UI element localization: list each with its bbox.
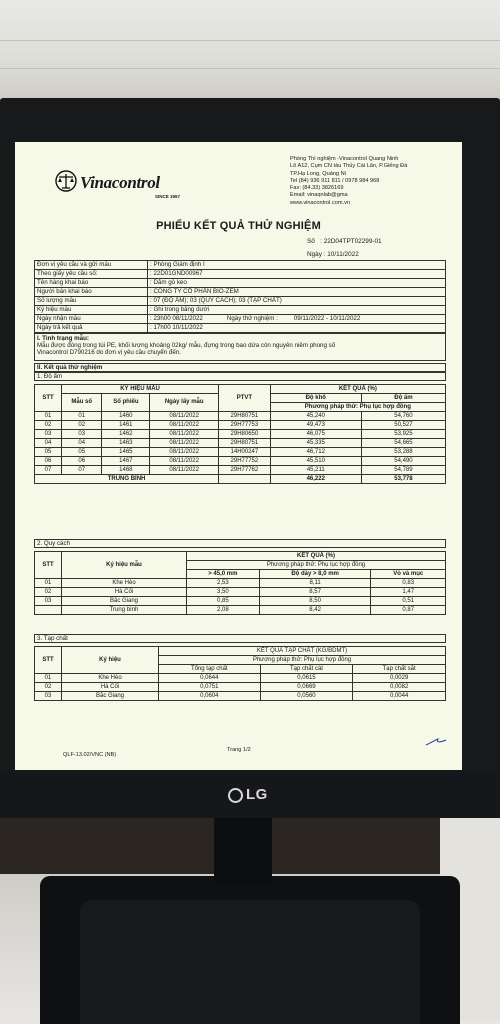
table-cell: 53,925 xyxy=(361,430,445,439)
moisture-average-row xyxy=(35,475,446,484)
table-cell: 0,0604 xyxy=(159,692,261,701)
table-cell: 29H77753 xyxy=(219,421,271,430)
info-key: Ngày trả kết quả xyxy=(35,324,148,333)
table-cell: 29H77762 xyxy=(219,466,271,475)
info-key: Ký hiệu mẫu xyxy=(35,306,148,315)
dimension-row xyxy=(35,588,446,597)
lg-logo-text: LG xyxy=(246,786,268,803)
info-row xyxy=(35,324,446,333)
info-key: Đơn vị yêu cầu và gửi mẫu xyxy=(35,261,148,270)
moisture-row xyxy=(35,439,446,448)
table-cell: 8,11 xyxy=(259,579,371,588)
table-cell: 0,0082 xyxy=(353,683,446,692)
info-row xyxy=(35,315,446,324)
lg-circle-icon xyxy=(228,788,243,803)
lg-logo xyxy=(228,786,268,803)
sample-info-table xyxy=(34,260,446,333)
table-cell: 54,665 xyxy=(361,439,445,448)
info-row xyxy=(35,306,446,315)
table-cell: 0,0669 xyxy=(260,683,353,692)
document-title: PHIẾU KẾT QUẢ THỬ NGHIỆM xyxy=(156,220,321,232)
table-cell: 1460 xyxy=(102,412,150,421)
section-subtitle: 2. Quy cách xyxy=(37,540,71,547)
test-date-label: Ngày thử nghiệm : xyxy=(226,315,278,323)
table-cell: 3,50 xyxy=(187,588,260,597)
table-cell: 45,211 xyxy=(270,466,361,475)
table-cell: 1467 xyxy=(102,457,150,466)
col-result: KẾT QUẢ (%) xyxy=(270,385,445,394)
table-cell: Khe Hèo xyxy=(62,579,187,588)
table-cell: 1465 xyxy=(102,448,150,457)
document-date-value: : 10/11/2022 xyxy=(323,251,359,258)
org-line: Tel (84) 936 911 811 / 0978 984 968 xyxy=(290,177,380,184)
info-value-text: : 23h00 08/11/2022 xyxy=(150,315,203,323)
col-ticket-no: Số phiếu xyxy=(102,394,150,412)
table-cell: Hà Cối xyxy=(62,683,159,692)
col-method: Phương pháp thử: Phụ lục hợp đồng xyxy=(159,656,446,665)
impurity-row xyxy=(35,683,446,692)
col-length: > 45,0 mm xyxy=(187,570,260,579)
col-sand-impurity: Tạp chất cát xyxy=(260,665,353,674)
table-cell: 08/11/2022 xyxy=(150,439,219,448)
col-sample-code: Ký hiệu xyxy=(62,647,159,674)
table-cell: 02 xyxy=(35,588,62,597)
col-sampling-date: Ngày lấy mẫu xyxy=(150,394,219,412)
info-value: : 22D01GND00967 xyxy=(148,270,446,279)
col-result: KẾT QUẢ (%) xyxy=(187,552,446,561)
table-cell: 54,490 xyxy=(361,457,445,466)
info-key: Theo giấy yêu cầu số: xyxy=(35,270,148,279)
table-cell: 08/11/2022 xyxy=(150,457,219,466)
col-bark: Vỏ và mục xyxy=(371,570,446,579)
col-sample-no: Mẫu số xyxy=(62,394,102,412)
table-cell: 08/11/2022 xyxy=(150,412,219,421)
moisture-row xyxy=(35,457,446,466)
col-moisture: Độ ẩm xyxy=(361,394,445,403)
dimension-table xyxy=(34,551,446,615)
table-cell: Bắc Giang xyxy=(62,692,159,701)
col-method: Phương pháp thử: Phụ lục hợp đồng xyxy=(187,561,446,570)
logo-name: Vinacontrol xyxy=(80,173,160,192)
dimension-header xyxy=(34,539,446,548)
table-cell: 02 xyxy=(35,683,62,692)
impurity-header xyxy=(34,634,446,643)
table-cell: 46,075 xyxy=(270,430,361,439)
table-cell: 0,0644 xyxy=(159,674,261,683)
org-line: Phòng Thí nghiệm -Vinacontrol Quang Ninh xyxy=(290,156,399,162)
info-row xyxy=(35,288,446,297)
table-cell: 1461 xyxy=(102,421,150,430)
average-label: Trung bình xyxy=(62,606,187,615)
moisture-row xyxy=(35,412,446,421)
section-text: Mẫu được đóng trong túi PE, khối lượng khoảng 02kg/ mẫu, đựng trong bao dứa còn nguyên niêm phong số xyxy=(37,342,336,350)
info-key: Số lượng mẫu xyxy=(35,297,148,306)
table-cell: 0,51 xyxy=(371,597,446,606)
table-cell: Hà Cối xyxy=(62,588,187,597)
col-stt: STT xyxy=(35,647,62,674)
table-cell: 02 xyxy=(62,421,102,430)
scales-icon xyxy=(55,170,77,192)
section-subtitle: 3. Tạp chất xyxy=(37,635,68,642)
average-value: 2,08 xyxy=(187,606,260,615)
col-thickness: Độ dày > 8,0 mm xyxy=(259,570,371,579)
table-cell: 0,0044 xyxy=(353,692,446,701)
info-row xyxy=(35,261,446,270)
info-row xyxy=(35,279,446,288)
moisture-row xyxy=(35,466,446,475)
moisture-row xyxy=(35,430,446,439)
table-cell: 03 xyxy=(62,430,102,439)
average-label: TRUNG BÌNH xyxy=(35,475,219,484)
table-cell: 1463 xyxy=(102,439,150,448)
monitor-stand-shadow xyxy=(80,900,420,1024)
col-sample-code: KÝ HIỆU MẪU xyxy=(62,385,219,394)
table-cell: 05 xyxy=(62,448,102,457)
col-sample-code: Ký hiệu mẫu xyxy=(62,552,187,579)
table-cell: 14H00247 xyxy=(219,448,271,457)
table-cell: 46,712 xyxy=(270,448,361,457)
info-value: : 17h00 10/11/2022 xyxy=(148,324,446,333)
info-key: Tên hàng khai báo xyxy=(35,279,148,288)
table-cell: 45,240 xyxy=(270,412,361,421)
table-cell: 01 xyxy=(62,412,102,421)
average-blank xyxy=(219,475,271,484)
table-cell: 0,0751 xyxy=(159,683,261,692)
form-code: QLF-13.02/VNC (NB) xyxy=(63,752,117,758)
table-cell: 08/11/2022 xyxy=(150,448,219,457)
table-cell: 01 xyxy=(35,412,62,421)
impurity-row xyxy=(35,674,446,683)
section-title: I. Tình trạng mẫu: xyxy=(37,335,89,342)
average-blank xyxy=(35,606,62,615)
table-cell: 02 xyxy=(35,421,62,430)
sample-condition-section xyxy=(34,333,446,361)
table-cell: 03 xyxy=(35,597,62,606)
col-ptvt: PTVT xyxy=(219,385,271,412)
table-cell: 08/11/2022 xyxy=(150,466,219,475)
document-date-label: Ngày xyxy=(307,251,322,258)
col-total-impurity: Tổng tạp chất xyxy=(159,665,261,674)
info-value: : CÔNG TY CỔ PHẦN BIO-ZEM xyxy=(148,288,446,297)
section-title: II. Kết quả thử nghiệm xyxy=(37,364,103,371)
table-cell: 29H80751 xyxy=(219,412,271,421)
table-cell: 45,510 xyxy=(270,457,361,466)
table-cell: 05 xyxy=(35,448,62,457)
table-cell: 49,473 xyxy=(270,421,361,430)
table-cell: 53,288 xyxy=(361,448,445,457)
info-value: : Phòng Giám định I xyxy=(148,261,446,270)
table-cell: 54,789 xyxy=(361,466,445,475)
average-value: 0,87 xyxy=(371,606,446,615)
table-cell: 08/11/2022 xyxy=(150,421,219,430)
table-cell: Khe Hèo xyxy=(62,674,159,683)
dimension-row xyxy=(35,579,446,588)
section-text: Vinacontrol D790216 do đơn vị yêu cầu chuyển đến. xyxy=(37,349,181,357)
table-cell: 45,335 xyxy=(270,439,361,448)
info-row xyxy=(35,297,446,306)
test-result-document xyxy=(15,142,462,770)
average-moisture: 53,778 xyxy=(361,475,445,484)
table-cell: 2,53 xyxy=(187,579,260,588)
moisture-row xyxy=(35,448,446,457)
document-number-label: Số xyxy=(307,238,315,245)
table-cell: 07 xyxy=(62,466,102,475)
section-subtitle: 1. Độ ẩm xyxy=(37,373,63,380)
info-value: : Ghi trong bảng dưới xyxy=(148,306,446,315)
monitor-screen xyxy=(15,142,462,770)
average-value: 8,42 xyxy=(259,606,371,615)
info-key: Người bán khai báo xyxy=(35,288,148,297)
document-number-value: : 22D04TPT02299-01 xyxy=(320,238,382,245)
table-cell: 04 xyxy=(35,439,62,448)
dimension-row xyxy=(35,597,446,606)
logo-since: SINCE 1957 xyxy=(155,194,181,199)
table-cell: 07 xyxy=(35,466,62,475)
col-stt: STT xyxy=(35,385,62,412)
table-cell: 0,85 xyxy=(187,597,260,606)
table-cell: 50,527 xyxy=(361,421,445,430)
info-row xyxy=(35,270,446,279)
info-value: : Dăm gỗ keo xyxy=(148,279,446,288)
moisture-table xyxy=(34,384,446,484)
table-cell: 8,57 xyxy=(259,588,371,597)
org-line: Email: vinaqnlab@gma xyxy=(290,192,348,199)
table-cell: 03 xyxy=(35,430,62,439)
info-value: : 07 (ĐỘ ẨM); 03 (QUY CÁCH); 03 (TẠP CHẤT) xyxy=(148,297,446,306)
signature-mark-icon xyxy=(425,737,447,747)
org-line: www.vinacontrol.com.vn xyxy=(290,199,350,206)
table-cell: 0,83 xyxy=(371,579,446,588)
test-date-value: 09/11/2022 - 10/11/2022 xyxy=(293,315,361,323)
org-line: Fax: (84.33) 3826169 xyxy=(290,185,344,192)
results-section-header xyxy=(34,363,446,372)
table-cell: 29H80751 xyxy=(219,439,271,448)
table-cell: 0,0615 xyxy=(260,674,353,683)
ceiling-tile-line xyxy=(0,40,500,41)
col-method: Phương pháp thử: Phụ lục hợp đồng xyxy=(270,403,445,412)
dimension-average-row xyxy=(35,606,446,615)
info-key: Ngày nhận mẫu xyxy=(35,315,148,324)
table-cell: 1468 xyxy=(102,466,150,475)
monitor-stand-neck xyxy=(214,818,272,886)
impurity-table xyxy=(34,646,446,701)
info-value xyxy=(148,315,446,324)
table-cell: 29H80650 xyxy=(219,430,271,439)
org-line: Lô A12, Cụm CN tàu Thủy Cái Lân, P.Giếng Đá xyxy=(290,163,408,170)
table-cell: 06 xyxy=(35,457,62,466)
col-iron-impurity: Tạp chất sắt xyxy=(353,665,446,674)
table-cell: 1,47 xyxy=(371,588,446,597)
table-cell: 01 xyxy=(35,674,62,683)
average-dry: 46,222 xyxy=(270,475,361,484)
org-line: TP.Hạ Long, Quảng Ni xyxy=(290,170,346,177)
table-cell: 01 xyxy=(35,579,62,588)
impurity-row xyxy=(35,692,446,701)
document-date xyxy=(307,251,359,258)
ceiling-tile-line xyxy=(0,68,500,69)
col-result: KẾT QUẢ TẠP CHẤT (KG/BDMT) xyxy=(159,647,446,656)
page-number: Trang 1/2 xyxy=(227,747,251,753)
table-cell: Bắc Giang xyxy=(62,597,187,606)
col-stt: STT xyxy=(35,552,62,579)
table-cell: 0,0560 xyxy=(260,692,353,701)
table-cell: 0,0029 xyxy=(353,674,446,683)
moisture-row xyxy=(35,421,446,430)
col-dry: Độ khô xyxy=(270,394,361,403)
table-cell: 03 xyxy=(35,692,62,701)
ceiling xyxy=(0,0,500,110)
table-cell: 06 xyxy=(62,457,102,466)
table-cell: 04 xyxy=(62,439,102,448)
table-cell: 08/11/2022 xyxy=(150,430,219,439)
table-cell: 1462 xyxy=(102,430,150,439)
document-number xyxy=(307,238,382,245)
organization-address xyxy=(290,156,458,207)
table-cell: 8,50 xyxy=(259,597,371,606)
moisture-header xyxy=(34,372,446,381)
table-cell: 29H77752 xyxy=(219,457,271,466)
table-cell: 54,760 xyxy=(361,412,445,421)
